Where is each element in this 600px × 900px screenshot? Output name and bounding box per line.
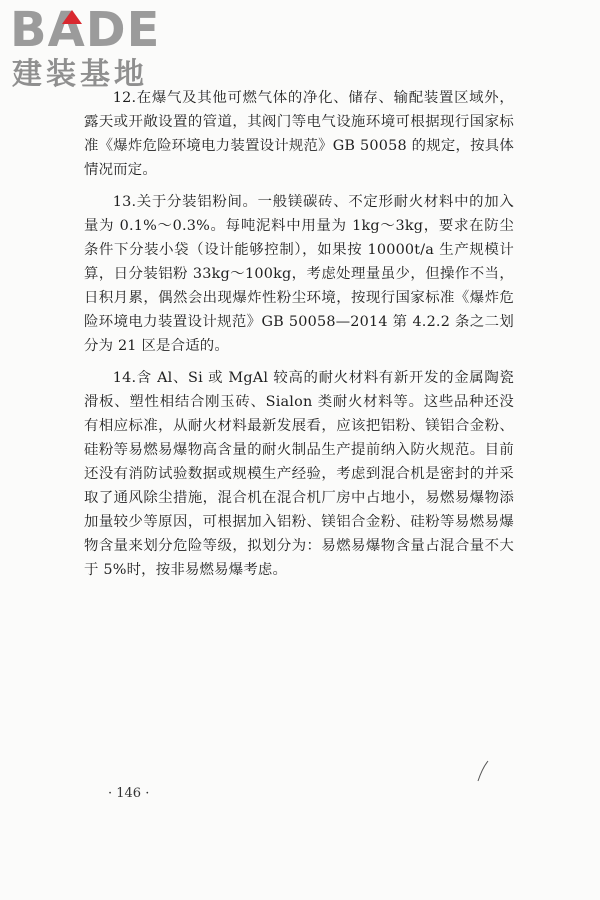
logo-wordmark: BADE	[10, 2, 161, 58]
paragraph-12: 12.在爆气及其他可燃气体的净化、储存、输配装置区域外，露天或开敞设置的管道，其阀门等电气设施环境可根据现行国家标准《爆炸危险环境电力装置设计规范》GB 50058 的规定，按具体情况而定。	[84, 90, 514, 178]
page-number: · 146 ·	[108, 786, 150, 801]
logo-accent-icon	[62, 10, 82, 24]
logo-subtitle: 建装基地	[12, 57, 148, 92]
paragraph-13: 13.关于分装铝粉间。一般镁碳砖、不定形耐火材料中的加入量为 0.1%～0.3%。每吨泥料中用量为 1kg～3kg，要求在防尘条件下分装小袋（设计能够控制），如果按 10000t/a 生产规模计算，日分装铝粉 33kg～100kg，考虑处理量虽少，但操作不当，日积月累，偶然会出现爆炸性粉尘环境，按现行国家标准《爆炸危险环境电力装置设计规范》GB 50058—2014 第 4.2.2 条之二划分为 21 区是合适的。	[84, 194, 514, 354]
pencil-mark-icon	[476, 760, 490, 782]
paragraph-14: 14.含 Al、Si 或 MgAl 较高的耐火材料有新开发的金属陶瓷滑板、塑性相结合刚玉砖、Sialon 类耐火材料等。这些品种还没有相应标准，从耐火材料最新发展看，应该把铝粉、镁铝合金粉、硅粉等易燃易爆物高含量的耐火制品生产提前纳入防火规范。目前还没有消防试验数据或规模生产经验，考虑到混合机是密封的并采取了通风除尘措施，混合机在混合机厂房中占地小，易燃易爆物添加量较少等原因，可根据加入铝粉、镁铝合金粉、硅粉等易燃易爆物含量来划分危险等级，拟划分为：易燃易爆物含量占混合量不大于 5%时，按非易燃易爆考虑。	[84, 370, 514, 578]
document-body	[84, 86, 514, 590]
brand-logo	[10, 4, 180, 94]
